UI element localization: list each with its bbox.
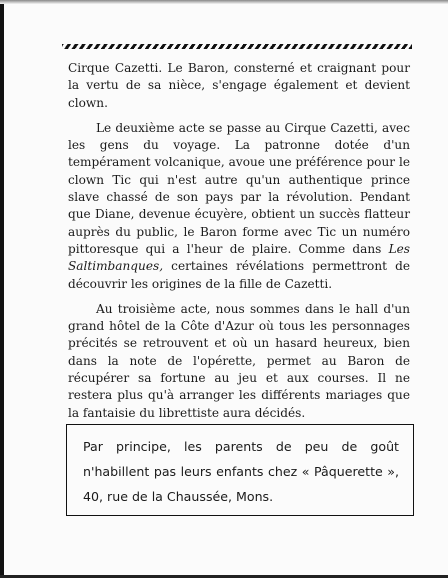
paragraph-3: Au troisième acte, nous sommes dans le hall d'un grand hôtel de la Côte d'Azur où tous les personnages précités se retrouvent et où un hasard heureux, bien dans la note de l'opérette, permet au Baron de récupérer sa fortune au jeu et aux courses. Il ne restera plus qu'à arranger les différents mariages que la fantaisie du librettiste aura décidés. — [68, 301, 410, 420]
decorative-rule — [62, 44, 412, 49]
work-title: Les Saltimbanques, — [68, 241, 410, 274]
paragraph-1: Cirque Cazetti. Le Baron, consterné et craignant pour la vertu de sa nièce, s'engage également et devient clown. — [68, 61, 410, 110]
paragraph-2-part-b: certaines révélations permettront de découvrir les origines de la fille de Cazetti. — [68, 259, 410, 291]
page-top-edge — [0, 0, 448, 4]
paragraph-2-part-a: Le deuxième acte se passe au Cirque Cazetti, avec les gens du voyage. La patronne dotée d'un tempérament volcanique, avoue une préférence pour le clown Tic qui n'est autre qu'un authentique prince slave chassé de son pays par la révolution. Pendant que Diane, devenue écuyère, obtient un succès flatteur auprès du public, le Baron forme avec Tic un numéro pittoresque qui a l'heur de plaire. Comme dans — [68, 120, 410, 256]
page-left-edge — [0, 0, 4, 578]
paragraph-2 — [68, 120, 410, 293]
advertisement-text: Par principe, les parents de peu de goût n'habillent pas leurs enfants chez « Pâquerette », 40, rue de la Chaussée, Mons. — [83, 439, 399, 504]
body-text — [68, 60, 410, 422]
advertisement-box — [66, 424, 414, 516]
